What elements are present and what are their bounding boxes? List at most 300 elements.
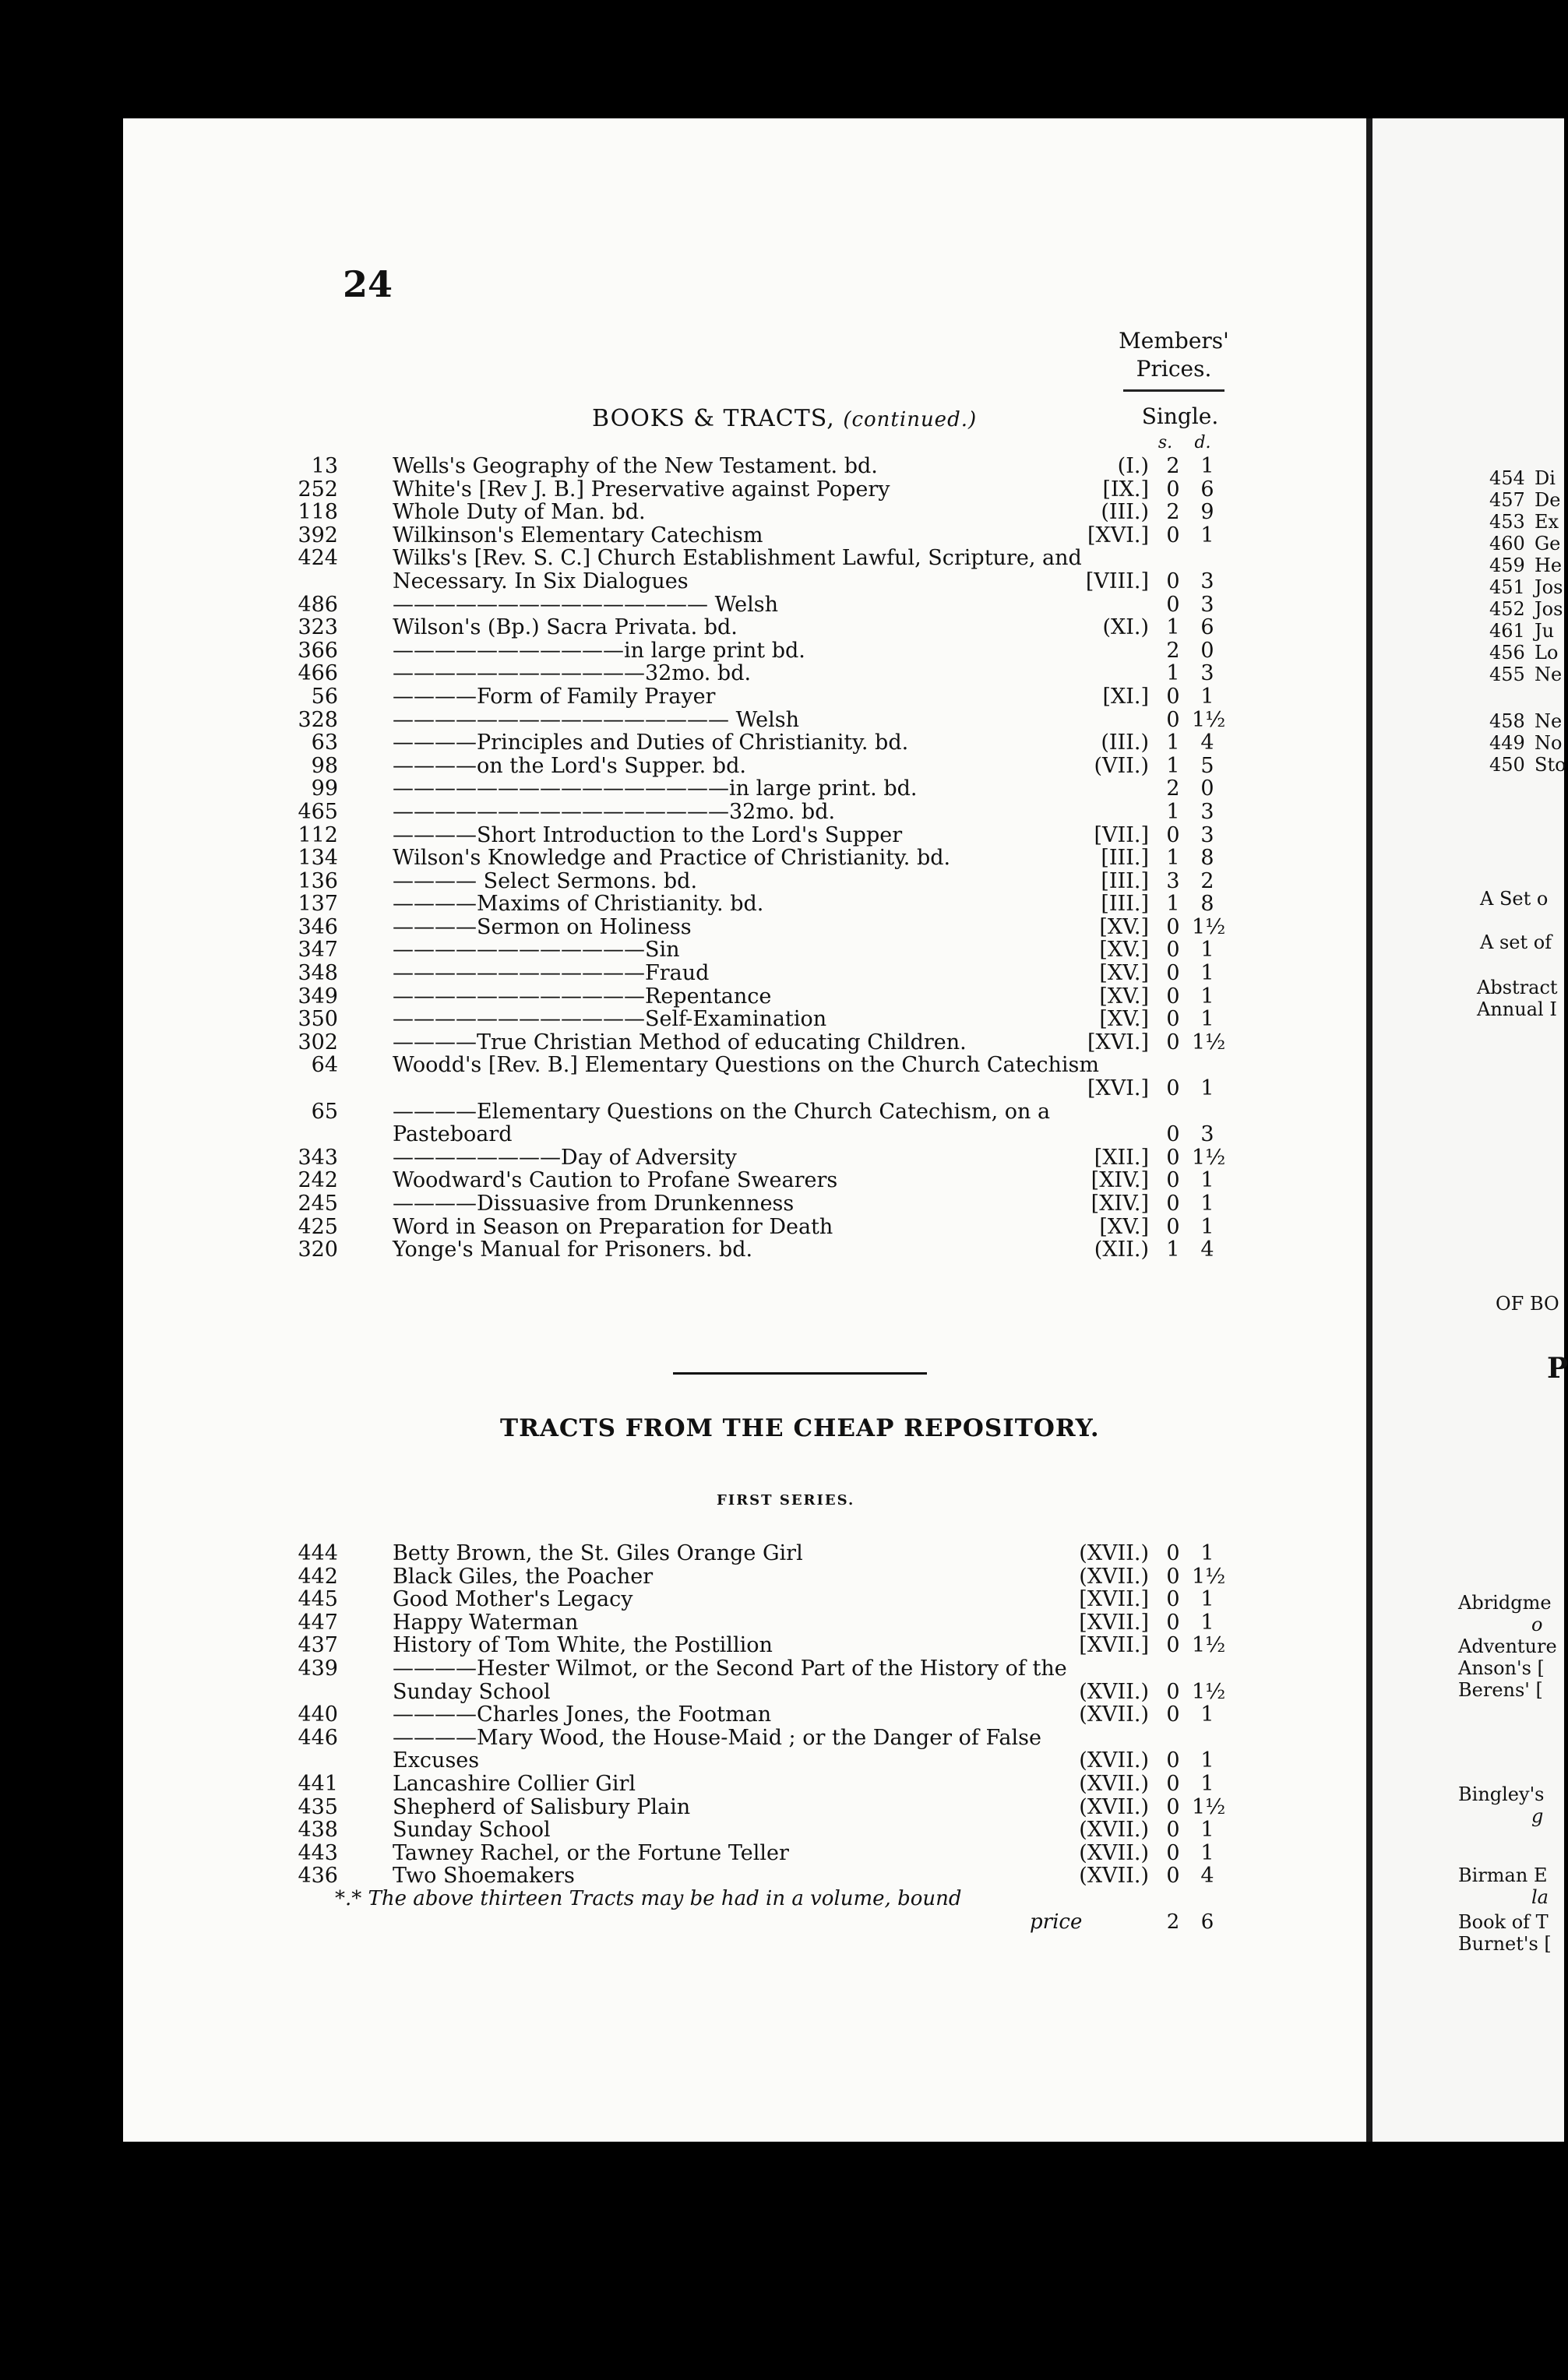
item-pence: 3: [1200, 822, 1214, 847]
item-shillings: 1: [1166, 799, 1180, 824]
item-class: (XVII.): [1079, 1840, 1149, 1865]
item-pence: 3: [1200, 661, 1214, 686]
item-shillings: 0: [1166, 1030, 1180, 1054]
first-series-heading: FIRST SERIES.: [717, 1492, 855, 1509]
item-class: (XVII.): [1079, 1679, 1149, 1704]
item-shillings: 1: [1166, 753, 1180, 778]
facing-entry-fragment: Di: [1535, 467, 1556, 489]
item-shillings: 1: [1166, 892, 1180, 917]
item-title: ————————————Sin: [393, 938, 680, 963]
item-title: Necessary. In Six Dialogues: [393, 569, 689, 593]
item-pence: 1: [1200, 1587, 1214, 1612]
item-pence: 8: [1200, 846, 1214, 871]
shillings-label: s.: [1158, 433, 1173, 452]
item-title: ————Maxims of Christianity. bd.: [393, 892, 764, 917]
item-pence: 1: [1200, 1610, 1214, 1635]
item-pence: 3: [1200, 799, 1214, 824]
item-class: (XVII.): [1079, 1541, 1149, 1565]
facing-entry-fragment: Jos: [1535, 576, 1563, 598]
item-title: Wells's Geography of the New Testament. bd.: [393, 454, 878, 478]
list-item: [298, 1840, 1239, 1865]
item-title: ————————————Repentance: [393, 984, 772, 1009]
item-number: 63: [311, 731, 338, 755]
item-pence: 1½: [1192, 1145, 1226, 1170]
facing-lower-entry: Book of T: [1458, 1911, 1549, 1933]
section-divider: [673, 1372, 927, 1375]
item-pence: 5: [1200, 753, 1214, 778]
item-title: Sunday School: [393, 1679, 551, 1704]
item-number: 302: [298, 1030, 338, 1054]
facing-entry-number: 453: [1489, 511, 1525, 533]
list-item: [298, 1145, 1239, 1170]
facing-text: Abstract: [1477, 977, 1558, 998]
item-number: 445: [298, 1587, 338, 1612]
list-item: [298, 1633, 1239, 1658]
item-title: Woodd's [Rev. B.] Elementary Questions on the Church Catechism: [393, 1053, 1100, 1078]
list-item: [298, 799, 1239, 824]
item-title: ———————————in large print bd.: [393, 638, 805, 663]
item-shillings: 0: [1166, 1168, 1180, 1193]
price-shillings: 2: [1166, 1910, 1180, 1934]
item-class: [XV.]: [1099, 961, 1149, 986]
item-number: 425: [298, 1214, 338, 1239]
item-shillings: 0: [1166, 569, 1180, 593]
list-item: [298, 615, 1239, 640]
item-number: 437: [298, 1633, 338, 1658]
item-pence: 0: [1200, 776, 1214, 801]
facing-lower-entry: Berens' [: [1458, 1679, 1543, 1701]
item-shillings: 1: [1166, 846, 1180, 871]
item-number: 424: [298, 546, 338, 571]
list-item: [335, 1077, 1239, 1100]
item-shillings: 0: [1166, 592, 1180, 617]
item-pence: 1½: [1192, 914, 1226, 939]
single-label: Single.: [1141, 403, 1219, 429]
facing-lower-entry: g: [1531, 1805, 1544, 1827]
item-number: 435: [298, 1794, 338, 1819]
item-shillings: 3: [1166, 868, 1180, 893]
item-pence: 4: [1200, 731, 1214, 755]
facing-entry-number: 451: [1489, 576, 1525, 598]
list-item: [298, 938, 1239, 963]
list-item: [298, 592, 1239, 617]
book-gutter: [1366, 118, 1372, 2142]
item-class: [XII.]: [1094, 1145, 1149, 1170]
item-title: Sunday School: [393, 1818, 551, 1843]
item-title: Excuses: [393, 1748, 480, 1773]
item-class: [XVI.]: [1087, 1030, 1149, 1054]
facing-heading-letter: P: [1547, 1352, 1568, 1385]
books-heading-text: BOOKS & TRACTS,: [592, 405, 835, 432]
item-title: Pasteboard: [393, 1122, 513, 1147]
item-class: (XVII.): [1079, 1564, 1149, 1589]
facing-entry-fragment: Sto: [1535, 754, 1566, 776]
item-title: Two Shoemakers: [393, 1864, 575, 1889]
item-number: 13: [311, 454, 338, 478]
facing-text: A set of: [1480, 931, 1552, 953]
continued-label: (continued.): [843, 408, 978, 431]
facing-entry-number: 457: [1489, 489, 1525, 511]
item-title: ————Mary Wood, the House-Maid ; or the Danger of False: [393, 1725, 1041, 1750]
item-title: ————Short Introduction to the Lord's Supper: [393, 822, 903, 847]
item-title: Wilks's [Rev. S. C.] Church Establishment Lawful, Scripture, and: [393, 546, 1082, 571]
item-shillings: 0: [1166, 1748, 1180, 1773]
facing-entry-number: 454: [1489, 467, 1525, 489]
item-number: 440: [298, 1702, 338, 1727]
facing-lower-entry: Adventure: [1458, 1635, 1557, 1657]
item-pence: 2: [1200, 868, 1214, 893]
facing-entry-fragment: Ju: [1535, 620, 1555, 642]
item-class: [XV.]: [1099, 984, 1149, 1009]
list-item: [298, 961, 1239, 986]
item-number: 136: [298, 868, 338, 893]
facing-page: [1372, 118, 1564, 2142]
list-item: [311, 776, 1239, 801]
list-item: [298, 546, 1239, 571]
tracts-price-line: [335, 1911, 1239, 1935]
item-shillings: 0: [1166, 1076, 1180, 1101]
item-pence: 1: [1200, 1702, 1214, 1727]
facing-lower-entry: la: [1531, 1886, 1549, 1908]
list-item: [298, 1794, 1239, 1819]
item-title: ————on the Lord's Supper. bd.: [393, 753, 746, 778]
list-item: [311, 753, 1239, 778]
item-title: ————————————32mo. bd.: [393, 661, 752, 686]
books-list: [298, 454, 1239, 1262]
item-pence: 1: [1200, 454, 1214, 478]
item-shillings: 0: [1166, 1840, 1180, 1865]
list-item: [298, 868, 1239, 893]
list-item: [298, 707, 1239, 732]
list-item: [311, 454, 1239, 478]
item-shillings: 0: [1166, 1564, 1180, 1589]
item-class: [XV.]: [1099, 1007, 1149, 1032]
item-class: [III.]: [1101, 846, 1149, 871]
item-number: 252: [298, 477, 338, 502]
item-shillings: 0: [1166, 822, 1180, 847]
item-number: 118: [298, 500, 338, 525]
list-item: [298, 1818, 1239, 1843]
item-shillings: 0: [1166, 477, 1180, 502]
item-pence: 1: [1200, 1840, 1214, 1865]
list-item: [298, 914, 1239, 939]
item-shillings: 2: [1166, 500, 1180, 525]
item-number: 444: [298, 1541, 338, 1565]
item-class: [XVI.]: [1087, 1076, 1149, 1101]
item-pence: 6: [1200, 477, 1214, 502]
item-shillings: 0: [1166, 684, 1180, 709]
item-number: 65: [311, 1099, 338, 1124]
item-title: Yonge's Manual for Prisoners. bd.: [393, 1238, 753, 1262]
list-item: [298, 892, 1239, 917]
item-pence: 1: [1200, 1076, 1214, 1101]
item-shillings: 0: [1166, 961, 1180, 986]
facing-entry-number: 459: [1489, 555, 1525, 576]
item-pence: 1½: [1192, 1633, 1226, 1658]
item-pence: 1: [1200, 1541, 1214, 1565]
list-item: [298, 1214, 1239, 1239]
facing-entry-number: 452: [1489, 598, 1525, 620]
item-number: 446: [298, 1725, 338, 1750]
list-item: [335, 1123, 1239, 1146]
list-item: [298, 1564, 1239, 1589]
item-shillings: 1: [1166, 1238, 1180, 1262]
list-item: [298, 1702, 1239, 1727]
item-title: Wilkinson's Elementary Catechism: [393, 523, 763, 547]
item-number: 320: [298, 1238, 338, 1262]
header-rule: [1123, 389, 1224, 392]
list-item: [311, 731, 1239, 755]
facing-entry-number: 449: [1489, 732, 1525, 754]
tracts-list: [298, 1541, 1239, 1934]
item-title: Lancashire Collier Girl: [393, 1771, 636, 1796]
item-pence: 0: [1200, 638, 1214, 663]
item-shillings: 2: [1166, 638, 1180, 663]
item-title: Wilson's (Bp.) Sacra Privata. bd.: [393, 615, 738, 640]
item-shillings: 0: [1166, 707, 1180, 732]
item-pence: 9: [1200, 500, 1214, 525]
item-class: (XVII.): [1079, 1794, 1149, 1819]
facing-entry-number: 455: [1489, 664, 1525, 685]
item-pence: 1: [1200, 938, 1214, 963]
facing-text: Annual I: [1477, 998, 1557, 1020]
item-number: 346: [298, 914, 338, 939]
item-title: History of Tom White, the Postillion: [393, 1633, 773, 1658]
item-shillings: 0: [1166, 1864, 1180, 1889]
item-class: [XV.]: [1099, 938, 1149, 963]
item-title: Whole Duty of Man. bd.: [393, 500, 646, 525]
item-title: Betty Brown, the St. Giles Orange Girl: [393, 1541, 803, 1565]
facing-entry-fragment: De: [1535, 489, 1561, 511]
item-number: 349: [298, 984, 338, 1009]
item-pence: 1: [1200, 684, 1214, 709]
list-item: [335, 1749, 1239, 1773]
item-title: ————————Day of Adversity: [393, 1145, 737, 1170]
facing-text: A Set o: [1480, 888, 1549, 910]
facing-entry-fragment: No: [1535, 732, 1563, 754]
item-pence: 1: [1200, 961, 1214, 986]
item-pence: 4: [1200, 1238, 1214, 1262]
item-shillings: 0: [1166, 1122, 1180, 1147]
list-item: [298, 523, 1239, 547]
item-class: [IX.]: [1102, 477, 1149, 502]
item-pence: 1: [1200, 984, 1214, 1009]
list-item: [311, 684, 1239, 709]
item-class: (III.): [1101, 500, 1149, 525]
item-number: 439: [298, 1656, 338, 1681]
item-pence: 1½: [1192, 1030, 1226, 1054]
item-title: ————————————Self-Examination: [393, 1007, 827, 1032]
facing-lower-entry: o: [1531, 1614, 1543, 1635]
list-item: [298, 1656, 1239, 1681]
item-shillings: 0: [1166, 938, 1180, 963]
item-shillings: 0: [1166, 523, 1180, 547]
item-title: ————True Christian Method of educating Children.: [393, 1030, 967, 1054]
list-item: [298, 1238, 1239, 1262]
item-number: 436: [298, 1864, 338, 1889]
item-class: [XVII.]: [1079, 1610, 1149, 1635]
item-shillings: 0: [1166, 1633, 1180, 1658]
item-title: ————————————————in large print. bd.: [393, 776, 918, 801]
list-item: [298, 500, 1239, 525]
item-number: 134: [298, 846, 338, 871]
item-number: 343: [298, 1145, 338, 1170]
price-pence: 6: [1200, 1910, 1214, 1934]
item-number: 347: [298, 938, 338, 963]
item-shillings: 0: [1166, 1587, 1180, 1612]
item-class: [XV.]: [1099, 1214, 1149, 1239]
item-number: 99: [311, 776, 338, 801]
books-tracts-heading: [592, 405, 977, 432]
facing-lower-entry: Bingley's: [1458, 1783, 1545, 1805]
item-shillings: 0: [1166, 1794, 1180, 1819]
facing-entry-fragment: Ne: [1535, 710, 1563, 732]
item-pence: 1: [1200, 1192, 1214, 1216]
item-pence: 1½: [1192, 707, 1226, 732]
page-number: 24: [343, 263, 393, 305]
item-title: ————Sermon on Holiness: [393, 914, 692, 939]
item-class: (XVII.): [1079, 1748, 1149, 1773]
item-class: [XVII.]: [1079, 1633, 1149, 1658]
list-item: [298, 1168, 1239, 1193]
item-class: [XVII.]: [1079, 1587, 1149, 1612]
item-number: 112: [298, 822, 338, 847]
item-title: White's [Rev J. B.] Preservative against Popery: [393, 477, 890, 502]
item-number: 323: [298, 615, 338, 640]
item-pence: 1: [1200, 1168, 1214, 1193]
item-class: [XIV.]: [1091, 1168, 1149, 1193]
list-item: [298, 661, 1239, 686]
item-pence: 3: [1200, 592, 1214, 617]
item-title: ————Form of Family Prayer: [393, 684, 716, 709]
item-title: ————————————Fraud: [393, 961, 710, 986]
item-title: ————————————————32mo. bd.: [393, 799, 836, 824]
item-class: [III.]: [1101, 868, 1149, 893]
facing-entry-number: 458: [1489, 710, 1525, 732]
item-shillings: 1: [1166, 615, 1180, 640]
item-shillings: 0: [1166, 1679, 1180, 1704]
item-class: [VII.]: [1094, 822, 1149, 847]
item-pence: 4: [1200, 1864, 1214, 1889]
item-number: 465: [298, 799, 338, 824]
item-title: Shepherd of Salisbury Plain: [393, 1794, 691, 1819]
item-pence: 1: [1200, 1007, 1214, 1032]
item-number: 392: [298, 523, 338, 547]
facing-entry-fragment: He: [1535, 555, 1563, 576]
item-shillings: 1: [1166, 731, 1180, 755]
item-class: (XI.): [1102, 615, 1149, 640]
item-number: 366: [298, 638, 338, 663]
list-item: [298, 1725, 1239, 1750]
item-shillings: 0: [1166, 1214, 1180, 1239]
item-number: 137: [298, 892, 338, 917]
facing-entry-number: 461: [1489, 620, 1525, 642]
currency-units: [1147, 433, 1224, 452]
facing-lower-entry: Burnet's [: [1458, 1933, 1552, 1955]
item-title: ————Charles Jones, the Footman: [393, 1702, 772, 1727]
list-item: [298, 1864, 1239, 1889]
list-item: [298, 1610, 1239, 1635]
item-title: ———————————————— Welsh: [393, 707, 799, 732]
facing-lower-entry: Anson's [: [1458, 1657, 1545, 1679]
item-number: 56: [311, 684, 338, 709]
facing-text: OF BO: [1496, 1293, 1559, 1315]
facing-entry-number: 450: [1489, 754, 1525, 776]
list-item: [335, 570, 1239, 593]
item-shillings: 2: [1166, 454, 1180, 478]
item-title: Wilson's Knowledge and Practice of Christianity. bd.: [393, 846, 951, 871]
facing-entry-fragment: Ge: [1535, 533, 1561, 555]
item-class: (XVII.): [1079, 1771, 1149, 1796]
item-class: [III.]: [1101, 892, 1149, 917]
item-pence: 1: [1200, 1748, 1214, 1773]
item-number: 328: [298, 707, 338, 732]
list-item: [298, 1192, 1239, 1216]
list-item: [298, 1771, 1239, 1796]
item-class: (III.): [1101, 731, 1149, 755]
item-pence: 3: [1200, 569, 1214, 593]
item-title: ————Dissuasive from Drunkenness: [393, 1192, 795, 1216]
list-item: [311, 1099, 1239, 1124]
list-item: [298, 638, 1239, 663]
item-pence: 3: [1200, 1122, 1214, 1147]
item-number: 443: [298, 1840, 338, 1865]
item-shillings: 0: [1166, 984, 1180, 1009]
prices-label: Prices.: [1136, 356, 1212, 382]
list-item: [298, 846, 1239, 871]
item-number: 98: [311, 753, 338, 778]
pence-label: d.: [1194, 433, 1211, 452]
item-class: [XV.]: [1099, 914, 1149, 939]
item-title: Good Mother's Legacy: [393, 1587, 633, 1612]
item-number: 348: [298, 961, 338, 986]
list-item: [335, 1681, 1239, 1704]
item-class: (XVII.): [1079, 1864, 1149, 1889]
item-title: Black Giles, the Poacher: [393, 1564, 654, 1589]
item-shillings: 0: [1166, 1007, 1180, 1032]
item-shillings: 1: [1166, 661, 1180, 686]
item-shillings: 0: [1166, 914, 1180, 939]
item-class: (XVII.): [1079, 1818, 1149, 1843]
item-title: Woodward's Caution to Profane Swearers: [393, 1168, 838, 1193]
item-pence: 1½: [1192, 1564, 1226, 1589]
members-label: Members': [1119, 328, 1229, 354]
members-prices-header: [1108, 327, 1240, 392]
list-item: [298, 1587, 1239, 1612]
facing-lower-entry: Birman E: [1458, 1864, 1548, 1886]
item-class: [XVI.]: [1087, 523, 1149, 547]
list-item: [298, 984, 1239, 1009]
item-title: Tawney Rachel, or the Fortune Teller: [393, 1840, 789, 1865]
item-shillings: 2: [1166, 776, 1180, 801]
item-title: ———— Select Sermons. bd.: [393, 868, 698, 893]
item-class: (XII.): [1094, 1238, 1149, 1262]
item-class: [VIII.]: [1085, 569, 1149, 593]
item-number: 438: [298, 1818, 338, 1843]
facing-entry-number: 460: [1489, 533, 1525, 555]
item-shillings: 0: [1166, 1192, 1180, 1216]
item-shillings: 0: [1166, 1771, 1180, 1796]
item-number: 242: [298, 1168, 338, 1193]
item-title: Happy Waterman: [393, 1610, 579, 1635]
item-number: 350: [298, 1007, 338, 1032]
item-pence: 1½: [1192, 1679, 1226, 1704]
item-pence: 1: [1200, 1818, 1214, 1843]
list-item: [311, 1053, 1239, 1078]
item-title: ————Hester Wilmot, or the Second Part of the History of the: [393, 1656, 1067, 1681]
item-shillings: 0: [1166, 1818, 1180, 1843]
price-label: price: [1030, 1910, 1083, 1934]
